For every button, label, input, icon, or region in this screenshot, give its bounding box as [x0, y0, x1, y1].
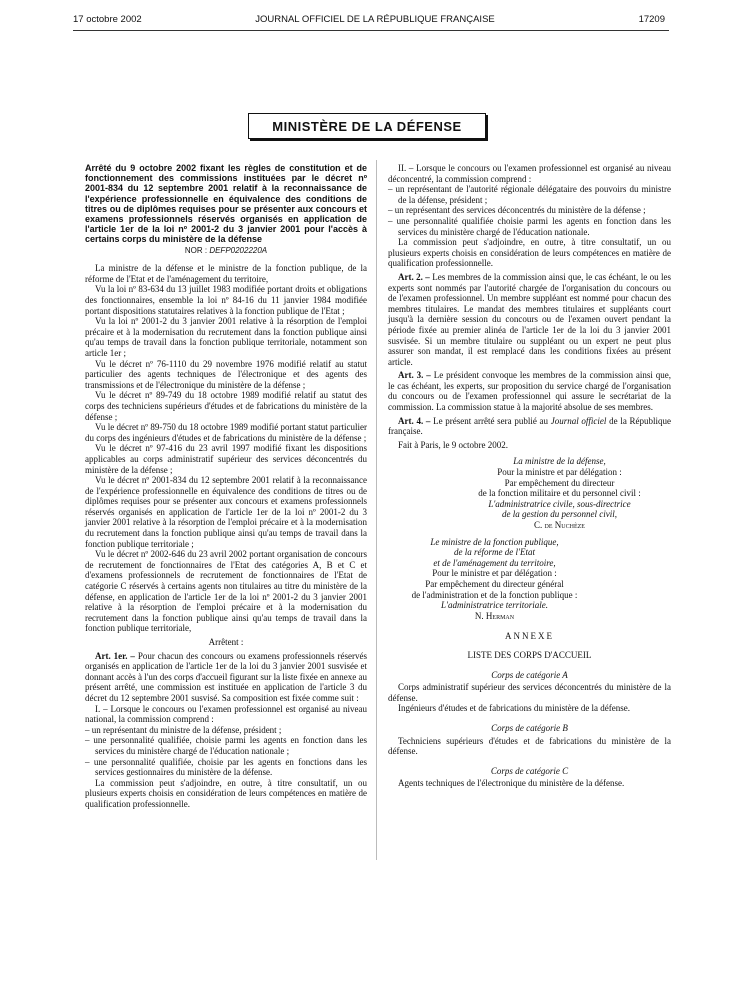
section-2-closing: La commission peut s'adjoindre, en outre, à titre consultatif, un ou plusieurs experts choisis en considération de leurs compétences en matière de qualification professionnelle. — [388, 237, 671, 269]
ministry-title: MINISTÈRE DE LA DÉFENSE — [272, 118, 462, 134]
decree-title: Arrêté du 9 octobre 2002 fixant les règles de constitution et de fonctionnement des commissions instituées par le décret nº 2001-834 du 12 septembre 2001 relatif à la reconnaissance de l'expérience professionnelle en équivalence des conditions de titres ou de diplômes requises pour se présenter aux concours et examens professionnels réservés organisés en application de l'article 1er de la loi nº 2001-2 du 3 janvier 2001 pour l'accès à certains corps du ministère de la défense — [85, 163, 367, 245]
right-column — [388, 163, 671, 789]
article-4-text-a: Le présent arrêté sera publié au — [433, 415, 549, 426]
list-item: – un représentant du ministre de la défense, président ; — [85, 724, 282, 735]
issue-date: 17 octobre 2002 — [73, 14, 142, 25]
nor-label: NOR : — [184, 245, 208, 255]
section-1-intro: I. – Lorsque le concours ou l'examen professionnel est organisé au niveau national, la commission comprend : — [85, 703, 367, 725]
signature-line: Par empêchement du directeur général — [425, 578, 564, 589]
intro-paragraph: La ministre de la défense et le ministre de la fonction publique, de la réforme de l'Etat et de l'aménagement du territoire, — [85, 263, 367, 284]
signature-block-fonction-publique — [388, 537, 671, 622]
visa-paragraph: Vu le décret nº 2002-646 du 23 avril 2002 portant organisation de concours de recrutement de fonctionnaires de l'Etat des catégories A, B et C et d'examens professionnels de recrutement de fonctionnaires de l'Etat de catégorie C réservés à certains agents non titulaires au titre du ministère de la défense, en application de l'article 1er de la loi nº 2001-2 du 3 janvier 2001 relative à la résorption de l'emploi précaire et à la modernisation du recrutement dans la fonction publique ainsi qu'au temps de travail dans la fonction publique territoriale, — [85, 549, 367, 634]
left-column — [85, 163, 367, 810]
article-2 — [388, 272, 671, 367]
visa-paragraph: Vu la loi nº 2001-2 du 3 janvier 2001 relative à la résorption de l'emploi précaire et à la modernisation du recrutement dans la fonction publique ainsi qu'au temps de travail dans la fonction publique territoriale, notamment son article 1er ; — [85, 316, 367, 358]
article-3-label: Art. 3. – — [398, 370, 431, 381]
signature-block-defense — [388, 456, 671, 530]
signature-line: Pour la ministre et par délégation : — [497, 467, 622, 478]
column-separator — [376, 160, 377, 860]
list-item: – un représentant des services déconcentrés du ministère de la défense ; — [388, 205, 646, 216]
signature-line: L'administratrice territoriale. — [441, 600, 548, 611]
signatory-role: de la réforme de l'Etat — [454, 547, 535, 558]
signatory-role: Le ministre de la fonction publique, — [430, 536, 559, 547]
list-item: – une personnalité qualifiée, choisie parmi les agents en fonction dans les services du ministère chargé de l'éducation nationale ; — [85, 735, 367, 756]
page-header — [0, 14, 750, 28]
article-3 — [388, 370, 671, 412]
signature-line: Pour le ministre et par délégation : — [432, 568, 557, 579]
list-item: – une personnalité qualifiée, choisie par les agents en fonctions dans les services gestionnaires du ministère de la défense. — [85, 756, 367, 778]
header-rule — [73, 30, 669, 31]
visa-paragraph: Vu le décret nº 2001-834 du 12 septembre 2001 relatif à la reconnaissance de l'expérience professionnelle en équivalence des conditions de titres ou de diplômes requises pour se présenter aux concours et examens professionnels réservés organisés en application de l'article 1er de la loi nº 2001-2 du 3 janvier 2001 relative à la résorption de l'emploi précaire et à la modernisation du recrutement dans la fonction publique ainsi qu'au temps de travail dans la fonction publique territoriale ; — [85, 475, 367, 549]
article-2-text: Les membres de la commission ainsi que, le cas échéant, le ou les experts sont nommés par l'autorité chargée de l'organisation du concours ou de l'examen professionnel. Un membre suppléant est nommé pour chacun des membres titulaires. Le mandat des membres titulaires et suppléants court jusqu'à la dernière session du concours ou de l'examen ouvert pendant la période fixée au premier alinéa de l'article 1er de la loi du 3 janvier 2001 susvisée. Si un membre titulaire ou suppléant ou un expert ne peut plus assurer son mandat, il est remplacé dans les conditions fixées au présent article. — [388, 271, 671, 367]
page-number: 17209 — [638, 14, 665, 25]
corps-item: Techniciens supérieurs d'études et de fabrications du ministère de la défense. — [388, 735, 671, 757]
visa-paragraph: Vu le décret nº 97-416 du 23 avril 1997 modifié fixant les dispositions applicables au corps administratif supérieur des services déconcentrés du ministère de la défense ; — [85, 443, 367, 475]
signing-place-date: Fait à Paris, le 9 octobre 2002. — [398, 439, 508, 450]
article-3-text: Le président convoque les membres de la commission ainsi que, le cas échéant, les experts, sur proposition du service chargé de l'organisation du concours ou de l'examen professionnel qui assure le secrétariat de la commission. La commission statue à la majorité absolue de ses membres. — [388, 370, 671, 413]
signature-line: de l'administration et de la fonction publique : — [411, 589, 578, 600]
visa-paragraph: Vu le décret nº 89-750 du 18 octobre 1989 modifié portant statut particulier du corps des ingénieurs d'études et de fabrications du ministère de la défense ; — [85, 422, 367, 443]
section-1-closing: La commission peut s'adjoindre, en outre, à titre consultatif, un ou plusieurs experts choisis en considération de leurs compétences en matière de qualification professionnelle. — [85, 777, 367, 809]
article-1-text: Pour chacun des concours ou examens professionnels réservés organisés en application de l'article 1er de la loi du 3 janvier 2001 susvisée et donnant accès à l'un des corps d'accueil figurant sur la liste fixée en annexe au présent arrêté, une commission est instituée en application de l'article 3 du décret du 12 septembre 2001 susvisé. Sa composition est fixée comme suit : — [85, 650, 367, 703]
arretent-heading: Arrêtent : — [208, 637, 244, 647]
section-2-list — [388, 184, 671, 237]
signature-line: Par empêchement du directeur — [504, 477, 615, 488]
article-2-label: Art. 2. – — [398, 271, 430, 282]
visa-paragraph: Vu la loi nº 83-634 du 13 juillet 1983 modifiée portant droits et obligations des fonctionnaires, ensemble la loi nº 84-16 du 11 janvier 1984 modifiée portant dispositions statutaires relatives à la fonction publique de l'Etat ; — [85, 284, 367, 316]
journal-title: JOURNAL OFFICIEL DE LA RÉPUBLIQUE FRANÇAISE — [255, 14, 495, 25]
corps-item: Corps administratif supérieur des services déconcentrés du ministère de la défense. — [388, 682, 671, 703]
annexe-title: ANNEXE — [505, 631, 554, 642]
signatory-name: N. Herman — [474, 610, 515, 621]
article-1-label: Art. 1er. – — [95, 650, 135, 661]
section-2-intro: II. – Lorsque le concours ou l'examen professionnel est organisé au niveau déconcentré, la commission comprend : — [388, 163, 671, 184]
corps-item: Agents techniques de l'électronique du ministère de la défense. — [398, 778, 625, 789]
article-4-label: Art. 4. – — [398, 415, 431, 426]
signature-line: L'administratrice civile, sous-directrice — [488, 498, 631, 509]
list-item: – un représentant de l'autorité régionale délégataire des pouvoirs du ministre de la défense, président ; — [388, 184, 671, 205]
signatory-role: La ministre de la défense, — [513, 456, 606, 467]
article-1 — [85, 651, 367, 704]
category-a-heading: Corps de catégorie A — [491, 669, 568, 680]
signature-line: de la gestion du personnel civil, — [502, 509, 617, 520]
corps-item: Ingénieurs d'études et de fabrications du ministère de la défense. — [398, 703, 631, 714]
category-b-heading: Corps de catégorie B — [491, 722, 568, 733]
category-c-heading: Corps de catégorie C — [490, 765, 569, 776]
visa-paragraph: Vu le décret nº 89-749 du 18 octobre 1989 modifié relatif au statut des corps des techniciens supérieurs d'études et de fabrications du ministère de la défense ; — [85, 390, 367, 422]
annexe-subtitle: LISTE DES CORPS D'ACCUEIL — [467, 649, 592, 660]
signature-line: de la fonction militaire et du personnel civil : — [478, 488, 641, 499]
section-1-list — [85, 725, 367, 778]
article-4-text-b: de la République française. — [388, 415, 672, 437]
nor-reference — [85, 246, 367, 257]
nor-code: DEFP0202220A — [209, 245, 268, 255]
article-4-journal: Journal officiel — [550, 415, 607, 426]
visa-paragraph: Vu le décret nº 76-1110 du 29 novembre 1976 modifié relatif au statut particulier des agents techniques de l'électronique et des agents des transmissions et de l'électronique du ministère de la défense ; — [85, 358, 367, 390]
ministry-box — [248, 113, 486, 139]
list-item: – une personnalité qualifiée choisie parmi les agents en fonction dans les services du ministère chargé de l'éducation nationale. — [388, 215, 671, 237]
article-4 — [388, 416, 671, 437]
signatory-name: C. de Nuchèze — [534, 520, 585, 530]
signatory-role: et de l'aménagement du territoire, — [433, 557, 556, 568]
